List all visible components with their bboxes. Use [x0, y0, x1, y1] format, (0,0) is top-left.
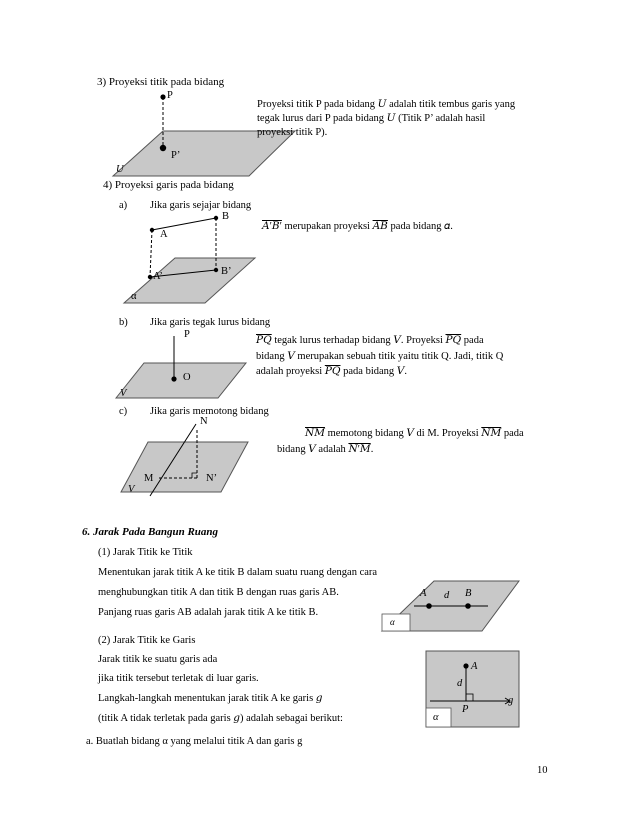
item-b-desc-line1: [256, 334, 484, 347]
point-Bprime: [214, 268, 218, 272]
fig2-label-alpha: α: [433, 712, 439, 723]
fig1-label-A: A: [420, 588, 427, 599]
label-O: O: [183, 372, 191, 383]
item-b-line3-start: adalah proyeksi: [256, 366, 325, 377]
p1-line3: Panjang ruas garis AB adalah jarak titik A ke titik B.: [98, 607, 319, 618]
p2-line2: jika titik tersebut terletak di luar garis.: [98, 673, 259, 684]
item-b-line1-end: pada: [461, 335, 484, 346]
figure-parallel-line: [124, 216, 255, 303]
page-number: 10: [537, 765, 548, 776]
label-Bprime: B’: [221, 266, 232, 277]
p1-line1: Menentukan jarak titik A ke titik B dalam suatu ruang dengan cara: [98, 567, 378, 578]
item-a-title: Jika garis sejajar bidang: [150, 200, 252, 211]
fig1-label-alpha: α: [390, 617, 395, 627]
segment-PQ-3: 𝑃𝑄: [324, 366, 341, 377]
item-b-title: Jika garis tegak lurus bidang: [150, 317, 271, 328]
fig2-label-d: d: [457, 678, 463, 689]
fig2-label-A: A: [471, 661, 478, 672]
label-P: P: [167, 90, 173, 101]
segment-PQ-1: 𝑃𝑄: [256, 335, 272, 346]
label-U: U: [116, 164, 124, 175]
plane-V: [116, 363, 246, 398]
fig1-label-d: d: [444, 590, 450, 601]
segment-NM-2: 𝑁𝑀: [481, 428, 502, 439]
segment-AB-label: 𝐴𝐵: [372, 221, 388, 232]
point-A-fig2: [463, 663, 468, 668]
alpha-label-box-1: [382, 614, 410, 631]
plane-alpha: [124, 258, 255, 303]
item-a-desc-end: pada bidang 𝛼.: [387, 221, 453, 232]
step-a: a. Buatlah bidang α yang melalui titik A dan garis g: [86, 736, 303, 747]
point-B-fig1: [465, 603, 471, 609]
label-Pprime: P’: [171, 150, 181, 161]
p2-line1: Jarak titik ke suatu garis ada: [98, 654, 218, 665]
fig1-label-B: B: [465, 588, 472, 599]
point-B: [214, 216, 218, 220]
plane-V2: [121, 442, 248, 492]
section4-heading: 4) Proyeksi garis pada bidang: [103, 179, 234, 191]
label-V-4b: V: [120, 388, 127, 399]
item-c-desc-line2: [277, 443, 373, 456]
point-P: [160, 94, 165, 99]
p2-line3: Langkah-langkah menentukan jarak titik A ke garis 𝑔: [98, 693, 323, 704]
item-b-line3-end: pada bidang 𝑉.: [340, 366, 407, 377]
p1-line2: menghubungkan titik A dan titik B dengan ruas garis AB.: [98, 587, 339, 598]
fig2-label-P: P: [462, 704, 469, 715]
item-b-num: b): [119, 317, 128, 328]
sub1-heading: (1) Jarak Titik ke Titik: [98, 547, 193, 558]
item-c-line2-start: bidang 𝑉 adalah: [277, 444, 349, 455]
item-c-line1-rest: memotong bidang 𝑉 di M. Proyeksi: [324, 428, 482, 439]
point-Pprime: [160, 145, 166, 151]
label-V-4c: V: [128, 484, 135, 495]
item-b-desc-line2: bidang 𝑉 merupakan sebuah titik yaitu titik Q. Jadi, titik Q: [256, 351, 504, 362]
dashed-A: [150, 230, 152, 277]
section6-heading: 6. Jarak Pada Bangun Ruang: [82, 526, 219, 538]
point-O: [171, 376, 176, 381]
s3-desc-line2: tegak lurus dari P pada bidang 𝑈 (Titik P’ adalah hasil: [257, 113, 486, 124]
item-c-line2-end: .: [370, 444, 374, 455]
segment-NM-1: 𝑁𝑀: [305, 428, 325, 439]
label-P-4b: P: [184, 329, 190, 340]
s3-desc-line3: proyeksi titik P).: [257, 127, 328, 138]
point-A-fig1: [426, 603, 432, 609]
section3-heading: 3) Proyeksi titik pada bidang: [97, 76, 225, 88]
segment-AprimeBprime-label: 𝐴′𝐵′: [262, 221, 282, 232]
point-A: [150, 228, 154, 232]
point-Aprime: [148, 275, 152, 279]
label-B: B: [222, 211, 230, 222]
item-c-line1-end: pada: [501, 428, 524, 439]
figure-intersecting-line: [121, 424, 248, 496]
item-c-title: Jika garis memotong bidang: [150, 406, 269, 417]
item-b-desc-line3: [256, 365, 407, 378]
figure-point-to-point: [382, 581, 519, 631]
segment-NprimeM: 𝑁′𝑀: [348, 444, 371, 455]
sub2-heading: (2) Jarak Titik ke Garis: [98, 635, 196, 646]
label-Aprime: A’: [153, 271, 163, 282]
p2-line4: (titik A tidak terletak pada garis 𝑔) adalah sebagai berikut:: [98, 713, 343, 724]
label-A: A: [160, 229, 168, 240]
label-Nprime: N’: [206, 473, 218, 484]
label-M: M: [144, 473, 154, 484]
item-a-desc: [262, 220, 453, 233]
item-a-num: a): [119, 200, 128, 211]
item-c-desc-line1: [305, 427, 524, 440]
figure-perpendicular-line: [116, 336, 246, 398]
label-alpha-4a: α: [131, 291, 137, 302]
item-a-desc-mid: merupakan proyeksi: [281, 221, 373, 232]
item-c-num: c): [119, 406, 128, 417]
s3-desc-line1: Proyeksi titik P pada bidang 𝑈 adalah titik tembus garis yang: [257, 99, 516, 110]
label-N: N: [200, 416, 208, 427]
fig2-label-g: g: [508, 695, 514, 706]
item-b-line1-rest: tegak lurus terhadap bidang 𝑉. Proyeksi: [271, 335, 446, 346]
segment-PQ-2: 𝑃𝑄: [445, 335, 462, 346]
